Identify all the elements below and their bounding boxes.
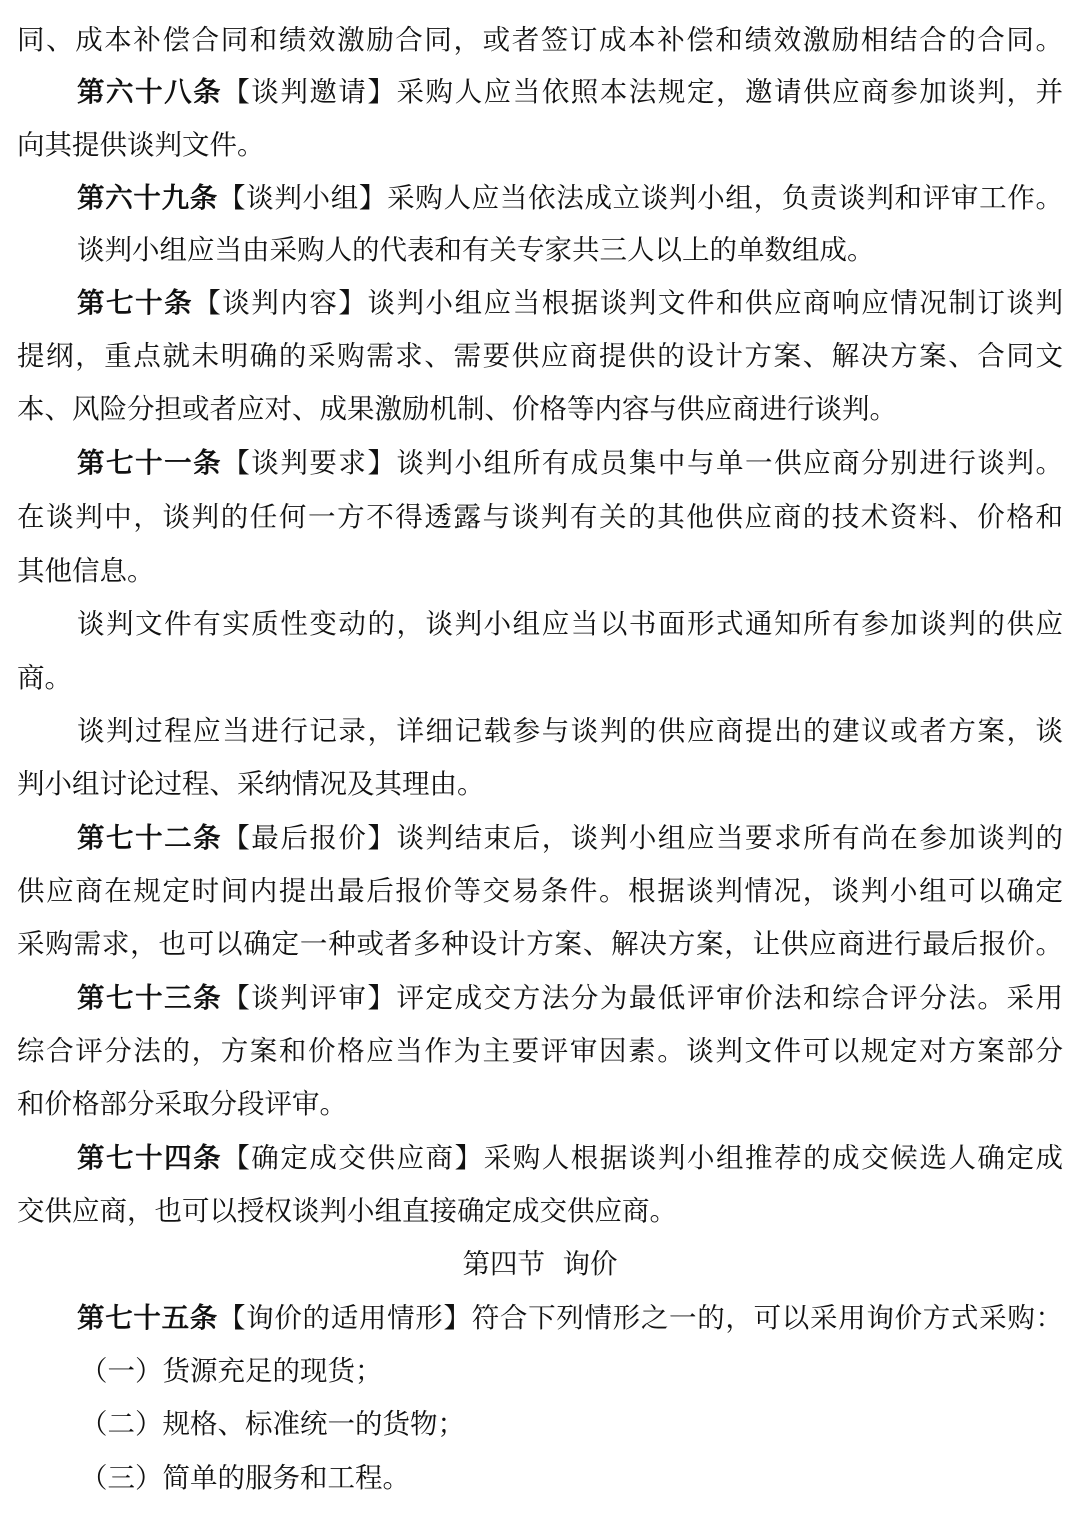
text-line: 其他信息。 (17, 555, 155, 587)
text-line: 向其提供谈判文件。 (17, 129, 265, 161)
article-text: 【谈判要求】谈判小组所有成员集中与单一供应商分别进行谈判。 (222, 447, 1063, 479)
list-item: （二）规格、标准统一的货物； (80, 1408, 465, 1440)
section-heading: 第四节 询价 (462, 1248, 618, 1280)
article-text: 【谈判内容】谈判小组应当根据谈判文件和供应商响应情况制订谈判 (193, 287, 1063, 319)
list-item: （三）简单的服务和工程。 (80, 1462, 410, 1494)
text-line: 本、风险分担或者应对、成果激励机制、价格等内容与供应商进行谈判。 (17, 393, 897, 425)
text-line: 谈判小组应当由采购人的代表和有关专家共三人以上的单数组成。 (77, 234, 875, 266)
article-number: 第七十四条 (77, 1142, 223, 1174)
text-line: 谈判过程应当进行记录，详细记载参与谈判的供应商提出的建议或者方案，谈 (77, 715, 1063, 747)
text-line: 判小组讨论过程、采纳情况及其理由。 (17, 768, 485, 800)
text-line: 提纲，重点就未明确的采购需求、需要供应商提供的设计方案、解决方案、合同文 (17, 340, 1063, 372)
article-number: 第七十三条 (77, 982, 223, 1014)
article-68-line (77, 74, 1063, 110)
article-text: 【确定成交供应商】采购人根据谈判小组推荐的成交候选人确定成 (222, 1142, 1063, 1174)
article-number: 第七十一条 (77, 447, 223, 479)
text-line: 和价格部分采取分段评审。 (17, 1088, 347, 1120)
article-text: 【最后报价】谈判结束后，谈判小组应当要求所有尚在参加谈判的 (222, 822, 1063, 854)
text-line: 在谈判中，谈判的任何一方不得透露与谈判有关的其他供应商的技术资料、价格和 (17, 501, 1063, 533)
text-line: 谈判文件有实质性变动的，谈判小组应当以书面形式通知所有参加谈判的供应 (77, 608, 1063, 640)
article-number: 第七十五条 (77, 1302, 218, 1334)
article-71-line (77, 445, 1063, 481)
article-number: 第六十九条 (77, 182, 218, 214)
article-text: 【询价的适用情形】符合下列情形之一的，可以采用询价方式采购： (217, 1302, 1063, 1334)
article-72-line (77, 820, 1063, 856)
article-74-line (77, 1140, 1063, 1176)
article-text: 【谈判邀请】采购人应当依照本法规定，邀请供应商参加谈判，并 (222, 76, 1063, 108)
article-number: 第七十条 (77, 287, 194, 319)
article-73-line (77, 980, 1063, 1016)
text-line: 交供应商，也可以授权谈判小组直接确定成交供应商。 (17, 1195, 677, 1227)
article-69-line (77, 180, 1063, 216)
text-line: 综合评分法的，方案和价格应当作为主要评审因素。谈判文件可以规定对方案部分 (17, 1035, 1063, 1067)
article-number: 第六十八条 (77, 76, 223, 108)
text-line: 采购需求，也可以确定一种或者多种设计方案、解决方案，让供应商进行最后报价。 (17, 928, 1063, 960)
text-line: 商。 (17, 662, 72, 694)
article-70-line (77, 285, 1063, 321)
text-line: 供应商在规定时间内提出最后报价等交易条件。根据谈判情况，谈判小组可以确定 (17, 875, 1063, 907)
article-text: 【谈判小组】采购人应当依法成立谈判小组，负责谈判和评审工作。 (217, 182, 1063, 214)
article-75-line (77, 1300, 1063, 1336)
list-item: （一）货源充足的现货； (80, 1355, 383, 1387)
text-line: 同、成本补偿合同和绩效激励合同，或者签订成本补偿和绩效激励相结合的合同。 (17, 24, 1063, 56)
article-number: 第七十二条 (77, 822, 223, 854)
article-text: 【谈判评审】评定成交方法分为最低评审价法和综合评分法。采用 (222, 982, 1063, 1014)
